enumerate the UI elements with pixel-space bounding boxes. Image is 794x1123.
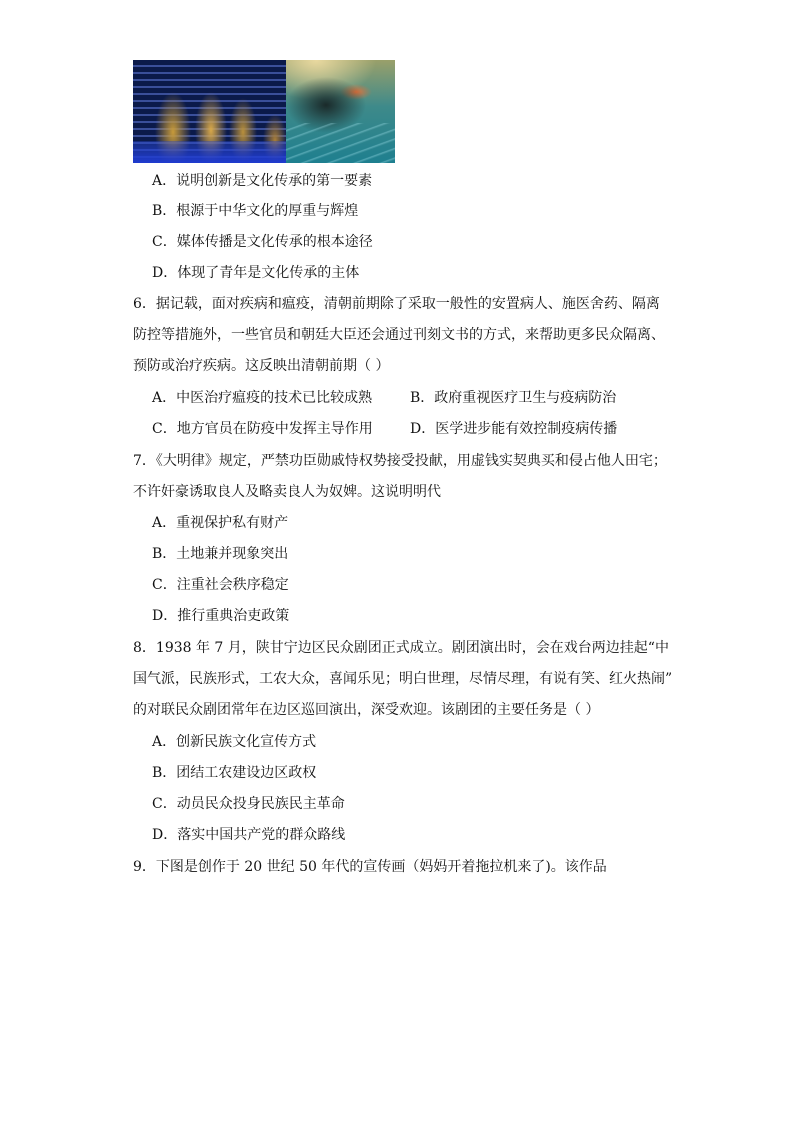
q5-option-d: D．体现了青年是文化传承的主体 [152, 265, 360, 281]
q7-option-c: C．注重社会秩序稳定 [152, 577, 289, 593]
q5-option-b: B．根源于中华文化的厚重与辉煌 [152, 203, 359, 219]
q5-illustration [133, 60, 395, 163]
q6-option-a: A．中医治疗瘟疫的技术已比较成熟 [152, 390, 373, 406]
q8-stem-line-2: 国气派，民族形式，工农大众，喜闻乐见；明白世理，尽情尽理，有说有笑、红火热闹” [133, 671, 673, 687]
q8-option-a: A．创新民族文化宣传方式 [152, 734, 317, 750]
q8-stem-line-1: 8．1938 年 7 月，陕甘宁边区民众剧团正式成立。剧团演出时，会在戏台两边挂起“中 [133, 640, 669, 656]
q8-option-b: B．团结工农建设边区政权 [152, 765, 317, 781]
q7-option-b: B．土地兼并现象突出 [152, 546, 289, 562]
q6-option-d: D．医学进步能有效控制疫病传播 [410, 421, 618, 437]
dance-stage-photo [133, 60, 286, 163]
q5-option-c: C．媒体传播是文化传承的根本途径 [152, 234, 373, 250]
q6-stem-line-3: 预防或治疗疾病。这反映出清朝前期（ ） [133, 358, 390, 374]
q9-stem-line-1: 9．下图是创作于 20 世纪 50 年代的宣传画（妈妈开着拖拉机来了)。该作品 [133, 859, 607, 875]
q5-option-a: A．说明创新是文化传承的第一要素 [152, 173, 373, 189]
q8-option-d: D．落实中国共产党的群众路线 [152, 827, 346, 843]
q7-option-d: D．推行重典治吏政策 [152, 608, 290, 624]
q6-stem-line-2: 防控等措施外，一些官员和朝廷大臣还会通过刊刻文书的方式，来帮助更多民众隔离、 [133, 327, 665, 343]
q7-option-a: A．重视保护私有财产 [152, 515, 289, 531]
q7-stem-line-2: 不许奸豪诱取良人及略卖良人为奴婢。这说明明代 [133, 484, 441, 500]
q6-option-c: C．地方官员在防疫中发挥主导作用 [152, 421, 373, 437]
q7-stem-line-1: 7．《大明律》规定，严禁功臣勋戚恃权势接受投献，用虚钱实契典买和侵占他人田宅； [133, 453, 667, 469]
q6-stem-line-1: 6．据记载，面对疾病和瘟疫，清朝前期除了采取一般性的安置病人、施医舍药、隔离 [133, 296, 660, 312]
q8-option-c: C．动员民众投身民族民主革命 [152, 796, 345, 812]
q6-option-b: B．政府重视医疗卫生与疫病防治 [410, 390, 617, 406]
q8-stem-line-3: 的对联民众剧团常年在边区巡回演出，深受欢迎。该剧团的主要任务是（ ） [133, 702, 600, 718]
underwater-dance-photo [286, 60, 395, 163]
